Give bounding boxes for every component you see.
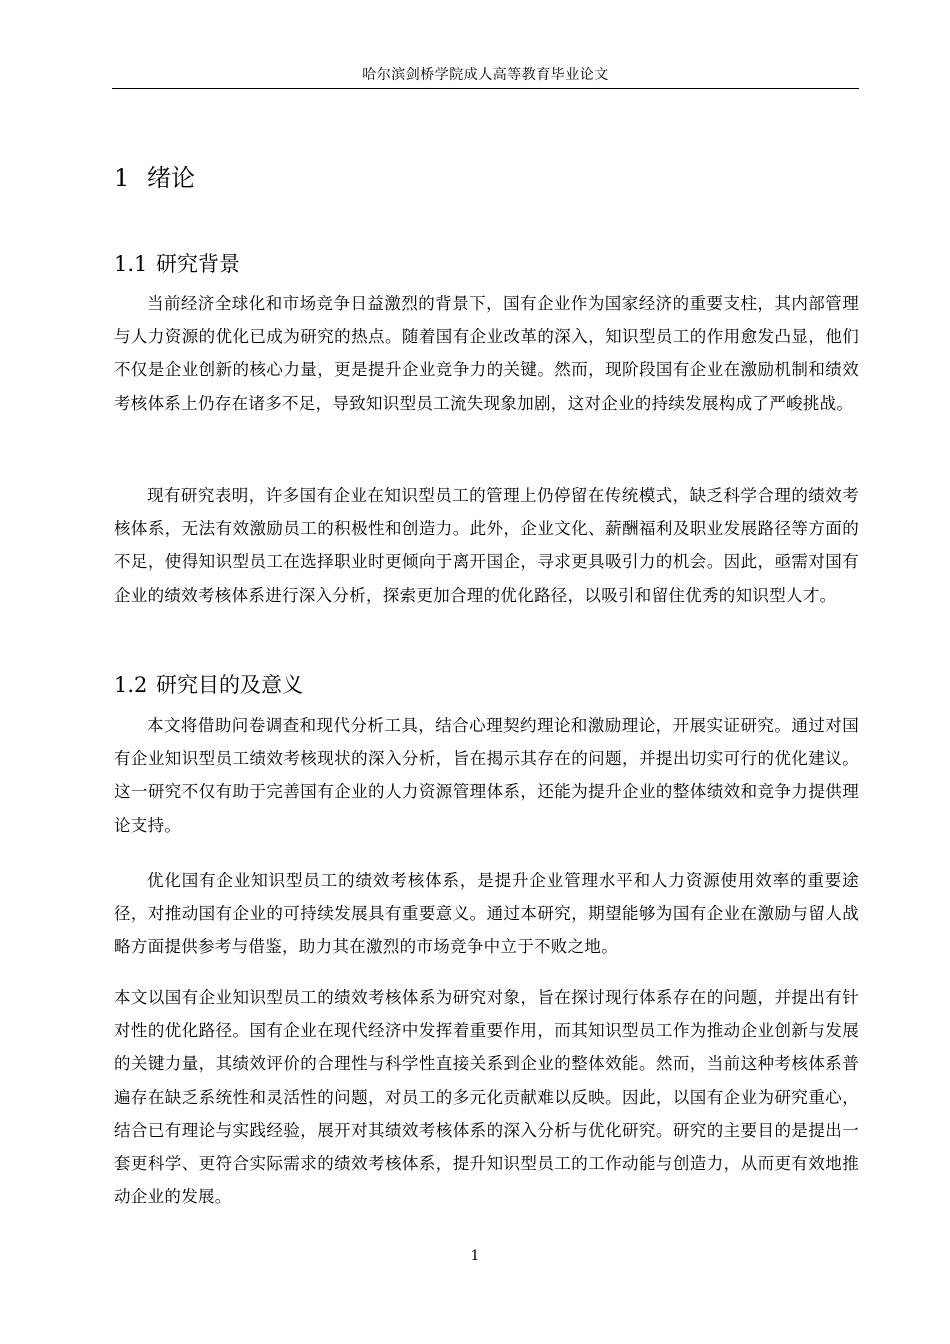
paragraph-1-1-2: 现有研究表明，许多国有企业在知识型员工的管理上仍停留在传统模式，缺乏科学合理的绩效考核体系，无法有效激励员工的积极性和创造力。此外，企业文化、薪酬福利及职业发展路径等方面的不足，使得知识型员工在选择职业时更倾向于离开国企，寻求更具吸引力的机会。因此，亟需对国有企业的绩效考核体系进行深入分析，探索更加合理的优化路径，以吸引和留住优秀的知识型人才。 [114,486,859,605]
section-heading-1-2 [114,669,303,701]
paragraph-1-2-1: 本文将借助问卷调查和现代分析工具，结合心理契约理论和激励理论，开展实证研究。通过对国有企业知识型员工绩效考核现状的深入分析，旨在揭示其存在的问题，并提出切实可行的优化建议。这一研究不仅有助于完善国有企业的人力资源管理体系，还能为提升企业的整体绩效和竞争力提供理论支持。 [114,716,859,835]
section-title: 研究目的及意义 [156,673,303,697]
paragraph-1-2-3: 本文以国有企业知识型员工的绩效考核体系为研究对象，旨在探讨现行体系存在的问题，并提出有针对性的优化路径。国有企业在现代经济中发挥着重要作用，而其知识型员工作为推动企业创新与发展的关键力量，其绩效评价的合理性与科学性直接关系到企业的整体效能。然而，当前这种考核体系普遍存在缺乏系统性和灵活性的问题，对员工的多元化贡献难以反映。因此，以国有企业为研究重心，结合已有理论与实践经验，展开对其绩效考核体系的深入分析与优化研究。研究的主要目的是提出一套更科学、更符合实际需求的绩效考核体系，提升知识型员工的工作动能与创造力，从而更有效地推动企业的发展。 [114,988,859,1207]
running-header: 哈尔滨剑桥学院成人高等教育毕业论文 [362,67,609,83]
chapter-heading [114,160,195,196]
paragraph-1-2-2: 优化国有企业知识型员工的绩效考核体系，是提升企业管理水平和人力资源使用效率的重要途径，对推动国有企业的可持续发展具有重要意义。通过本研究，期望能够为国有企业在激励与留人战略方面提供参考与借鉴，助力其在激烈的市场竞争中立于不败之地。 [114,871,859,957]
paragraph-1-1-1: 当前经济全球化和市场竞争日益激烈的背景下，国有企业作为国家经济的重要支柱，其内部管理与人力资源的优化已成为研究的热点。随着国有企业改革的深入，知识型员工的作用愈发凸显，他们不仅是企业创新的核心力量，更是提升企业竞争力的关键。然而，现阶段国有企业在激励机制和绩效考核体系上仍存在诸多不足，导致知识型员工流失现象加剧，这对企业的持续发展构成了严峻挑战。 [114,294,859,413]
chapter-title: 绪论 [147,164,195,192]
chapter-number: 1 [114,164,130,192]
section-number: 1.1 [114,252,148,276]
page-number: 1 [470,1248,480,1264]
header-rule [112,88,859,89]
section-title: 研究背景 [156,252,240,276]
section-heading-1-1 [114,248,240,280]
section-number: 1.2 [114,673,148,697]
